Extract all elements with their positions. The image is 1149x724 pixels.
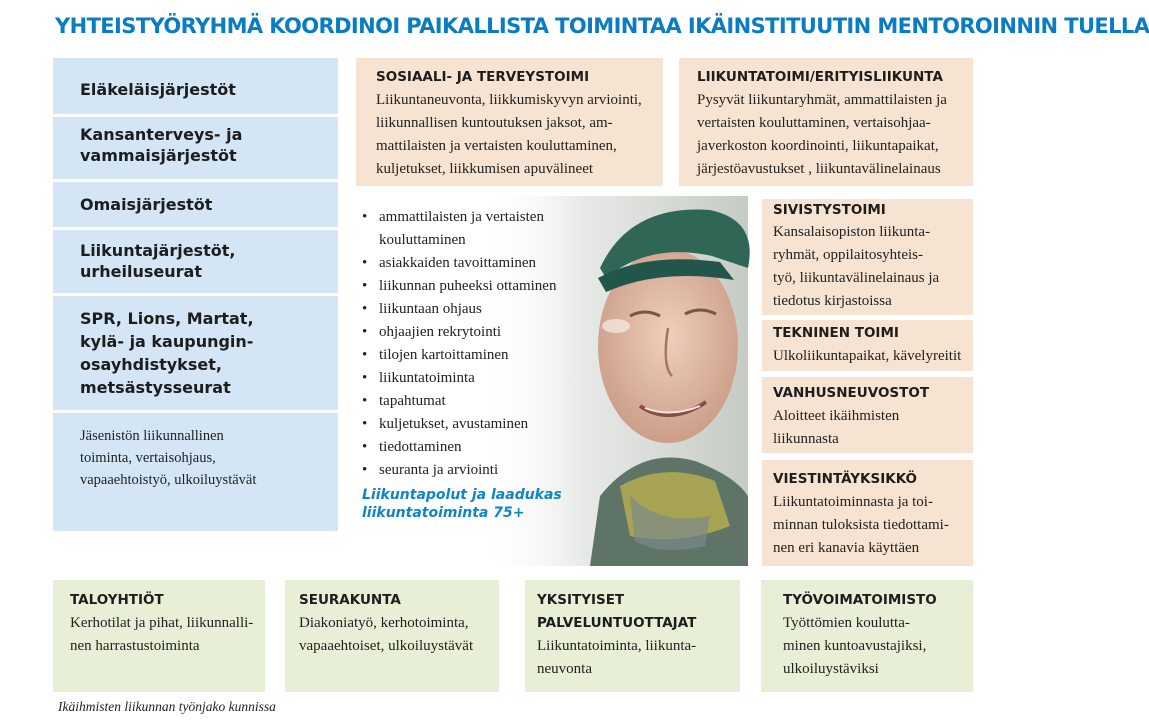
box-heading: SEURAKUNTA	[299, 592, 401, 608]
list-item: • liikuntaan ohjaus	[362, 301, 482, 317]
org-label: urheiluseurat	[80, 262, 202, 281]
box-line: Liikuntatoiminta, liikunta-	[537, 638, 697, 654]
org-label: vammaisjärjestöt	[80, 146, 237, 165]
list-item: • asiakkaiden tavoittaminen	[362, 255, 537, 271]
page-title: YHTEISTYÖRYHMÄ KOORDINOI PAIKALLISTA TOIMINTAA IKÄINSTITUUTIN MENTOROINNIN TUELLA	[55, 14, 1149, 38]
box-line: Aloitteet ikäihmisten	[773, 408, 900, 424]
box-line: javerkoston koordinointi, liikuntapaikat,	[697, 138, 939, 154]
highlight-line: Liikuntapolut ja laadukas	[362, 487, 562, 503]
org-activities-box	[53, 413, 338, 531]
box-heading: VIESTINTÄYKSIKKÖ	[773, 471, 918, 487]
box-taloyhtiot	[53, 580, 265, 692]
box-line: nen eri kanavia käyttäen	[773, 540, 920, 556]
list-item: • tapahtumat	[362, 393, 446, 409]
note-line: toiminta, vertaisohjaus,	[80, 450, 216, 466]
box-heading: SIVISTYSTOIMI	[773, 202, 886, 218]
box-sivistystoimi	[762, 199, 973, 315]
org-label: Kansanterveys- ja	[80, 125, 243, 144]
list-item: • ammattilaisten ja vertaisten	[362, 209, 544, 225]
org-box-elakelaiset	[53, 58, 338, 114]
box-yksityiset-palveluntuottajat	[525, 580, 740, 692]
org-label: Omaisjärjestöt	[80, 195, 213, 214]
box-line: kuljetukset, liikkumisen apuvälineet	[376, 161, 594, 177]
org-box-omaisjarjestot	[53, 182, 338, 227]
org-box-liikuntajarjestot	[53, 230, 338, 293]
box-line: Ulkoliikuntapaikat, kävelyreitit	[773, 348, 962, 364]
org-label: osayhdistykset,	[80, 355, 222, 374]
org-label: kylä- ja kaupungin-	[80, 332, 254, 351]
list-item: • liikuntatoiminta	[362, 370, 475, 386]
highlight-text	[362, 486, 562, 522]
figure-caption: Ikäihmisten liikunnan työnjako kunnissa	[58, 699, 276, 714]
list-item: • tilojen kartoittaminen	[362, 347, 509, 363]
box-line: liikunnallisen kuntoutuksen jaksot, am-	[376, 115, 613, 131]
list-item: • ohjaajien rekrytointi	[362, 324, 502, 340]
box-line: vertaisten kouluttaminen, vertaisohjaa-	[697, 115, 931, 131]
box-line: Liikuntaneuvonta, liikkumiskyvyn arviointi,	[376, 92, 642, 108]
box-tyovoimatoimisto	[761, 580, 973, 692]
box-line: mattilaisten ja vertaisten kouluttaminen,	[376, 138, 617, 154]
note-line: vapaaehtoistyö, ulkoiluystävät	[80, 472, 257, 488]
box-heading: SOSIAALI- JA TERVEYSTOIMI	[376, 69, 590, 85]
box-vanhusneuvostot	[762, 377, 973, 453]
list-item: • liikunnan puheeksi ottaminen	[362, 278, 557, 294]
box-line: tiedotus kirjastoissa	[773, 293, 892, 309]
box-line: neuvonta	[537, 661, 592, 677]
box-heading: PALVELUNTUOTTAJAT	[537, 615, 697, 631]
list-item: • kuljetukset, avustaminen	[362, 416, 529, 432]
box-line: Diakoniatyö, kerhotoiminta,	[299, 615, 469, 631]
highlight-line: liikuntatoiminta 75+	[362, 505, 525, 521]
box-heading: YKSITYISET	[537, 592, 625, 608]
box-line: Liikuntatoiminnasta ja toi-	[773, 494, 933, 510]
box-line: vapaaehtoiset, ulkoiluystävät	[299, 638, 474, 654]
box-line: Kerhotilat ja pihat, liikunnalli-	[70, 615, 254, 631]
box-line: Pysyvät liikuntaryhmät, ammattilaisten ja	[697, 92, 947, 108]
org-label: metsästysseurat	[80, 378, 231, 397]
org-box-kansanterveys	[53, 117, 338, 179]
org-label: Eläkeläisjärjestöt	[80, 80, 236, 99]
box-line: minen kuntoavustajiksi,	[783, 638, 927, 654]
box-heading: TALOYHTIÖT	[70, 592, 164, 608]
box-line: nen harrastustoiminta	[70, 638, 200, 654]
box-line: järjestöavustukset , liikuntavälinelainaus	[697, 161, 941, 177]
box-line: työ, liikuntavälinelainaus ja	[773, 270, 940, 286]
box-heading: LIIKUNTATOIMI/ERITYISLIIKUNTA	[697, 69, 943, 85]
box-sosiaali-terveystoimi	[356, 58, 663, 186]
box-line: Työttömien koulutta-	[783, 615, 910, 631]
org-label: SPR, Lions, Martat,	[80, 309, 254, 328]
org-label: Liikuntajärjestöt,	[80, 241, 236, 260]
box-heading: TYÖVOIMATOIMISTO	[783, 592, 937, 608]
box-line: Kansalaisopiston liikunta-	[773, 224, 931, 240]
box-line: liikunnasta	[773, 431, 839, 447]
box-heading: VANHUSNEUVOSTOT	[773, 385, 930, 401]
box-line: ryhmät, oppilaitosyhteis-	[773, 247, 923, 263]
org-box-spr-lions	[53, 296, 338, 410]
task-list	[362, 206, 556, 482]
box-seurakunta	[285, 580, 499, 692]
box-liikuntatoimi	[679, 58, 973, 186]
note-line: Jäsenistön liikunnallinen	[80, 428, 224, 444]
list-item: • seuranta ja arviointi	[362, 462, 499, 478]
box-line: ulkoiluystäviksi	[783, 661, 879, 677]
list-item: • tiedottaminen	[362, 439, 462, 455]
box-line: minnan tuloksista tiedottami-	[773, 517, 949, 533]
box-tekninen-toimi	[762, 320, 973, 371]
box-viestintayksikko	[762, 460, 973, 566]
box-heading: TEKNINEN TOIMI	[773, 325, 899, 341]
list-item: kouluttaminen	[379, 232, 466, 248]
